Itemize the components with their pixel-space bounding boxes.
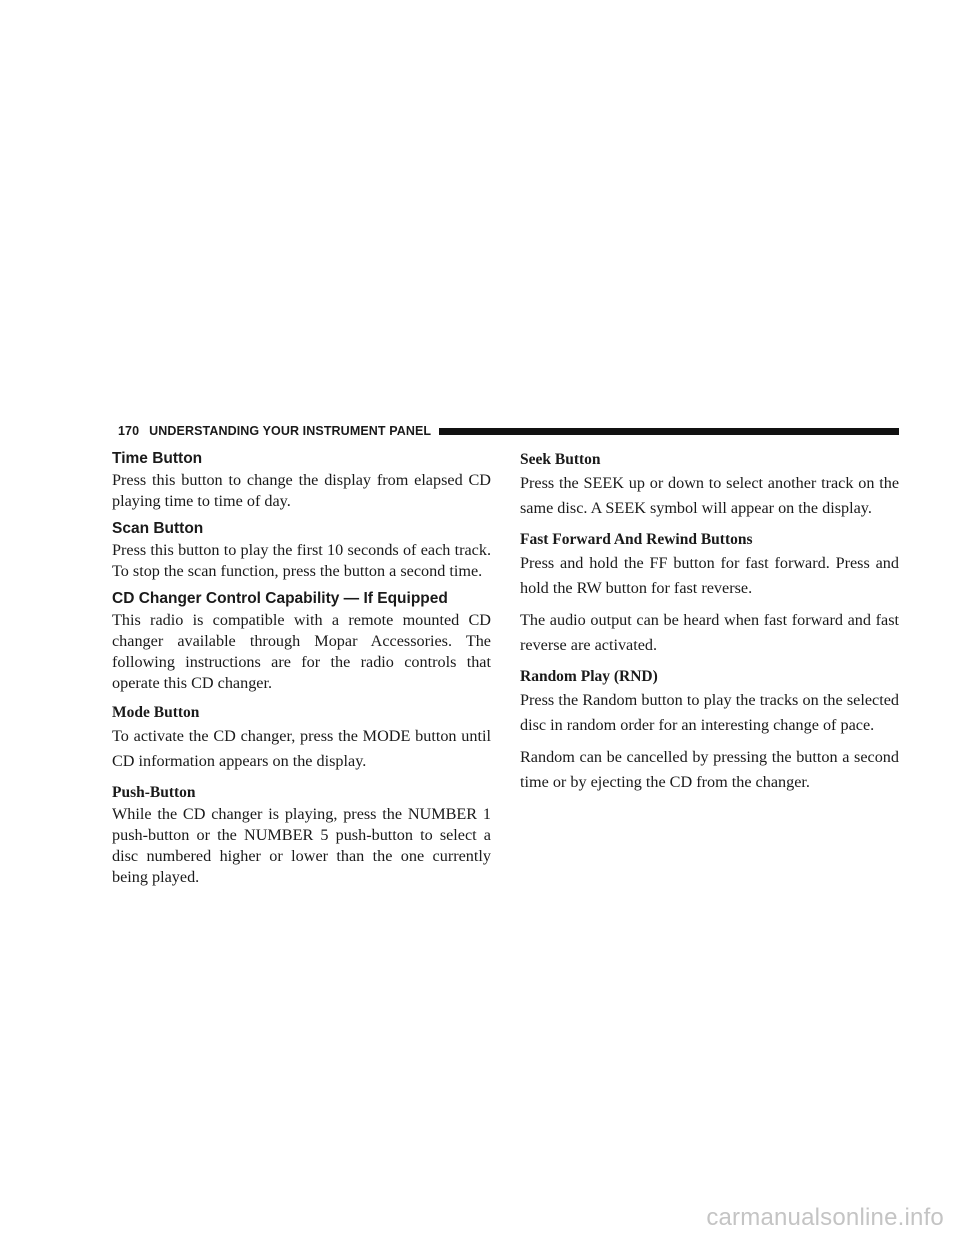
- left-column: [112, 448, 491, 888]
- cd-changer-text: This radio is compatible with a remote mounted CD changer available through Mopar Accessories. The following instructions are for the radio controls that operate this CD changer.: [112, 611, 491, 692]
- push-button-heading: Push-Button: [112, 784, 196, 801]
- seek-button-text: Press the SEEK up or down to select another track on the same disc. A SEEK symbol will appear on the display.: [520, 474, 899, 517]
- header-section-title: UNDERSTANDING YOUR INSTRUMENT PANEL: [149, 424, 432, 438]
- scan-button-heading: Scan Button: [112, 520, 204, 537]
- ff-rw-heading: Fast Forward And Rewind Buttons: [520, 531, 753, 548]
- ff-rw-text: Press and hold the FF button for fast forward. Press and hold the RW button for fast reverse.: [520, 554, 899, 597]
- time-button-heading: Time Button: [112, 450, 203, 467]
- random-play-heading: Random Play (RND): [520, 668, 658, 685]
- page-header: [118, 423, 899, 439]
- header-page-number: 170: [118, 424, 140, 438]
- header-rule: [439, 428, 899, 435]
- seek-button-heading: Seek Button: [520, 451, 601, 468]
- push-button-text: While the CD changer is playing, press the NUMBER 1 push-button or the NUMBER 5 push-button to select a disc numbered higher or lower than the one currently being played.: [112, 805, 491, 886]
- cd-changer-heading: CD Changer Control Capability — If Equipped: [112, 590, 448, 607]
- watermark-text: carmanualsonline.info: [706, 1204, 944, 1231]
- scan-button-text: Press this button to play the first 10 seconds of each track. To stop the scan function, press the button a second time.: [112, 541, 491, 580]
- time-button-text: Press this button to change the display from elapsed CD playing time to time of day.: [112, 471, 491, 510]
- mode-button-heading: Mode Button: [112, 704, 200, 721]
- random-play-text-2: Random can be cancelled by pressing the button a second time or by ejecting the CD from the changer.: [520, 748, 899, 791]
- random-play-text: Press the Random button to play the tracks on the selected disc in random order for an interesting change of pace.: [520, 691, 899, 734]
- ff-rw-text-2: The audio output can be heard when fast forward and fast reverse are activated.: [520, 611, 899, 654]
- mode-button-text: To activate the CD changer, press the MODE button until CD information appears on the display.: [112, 727, 491, 770]
- right-column: [520, 448, 899, 795]
